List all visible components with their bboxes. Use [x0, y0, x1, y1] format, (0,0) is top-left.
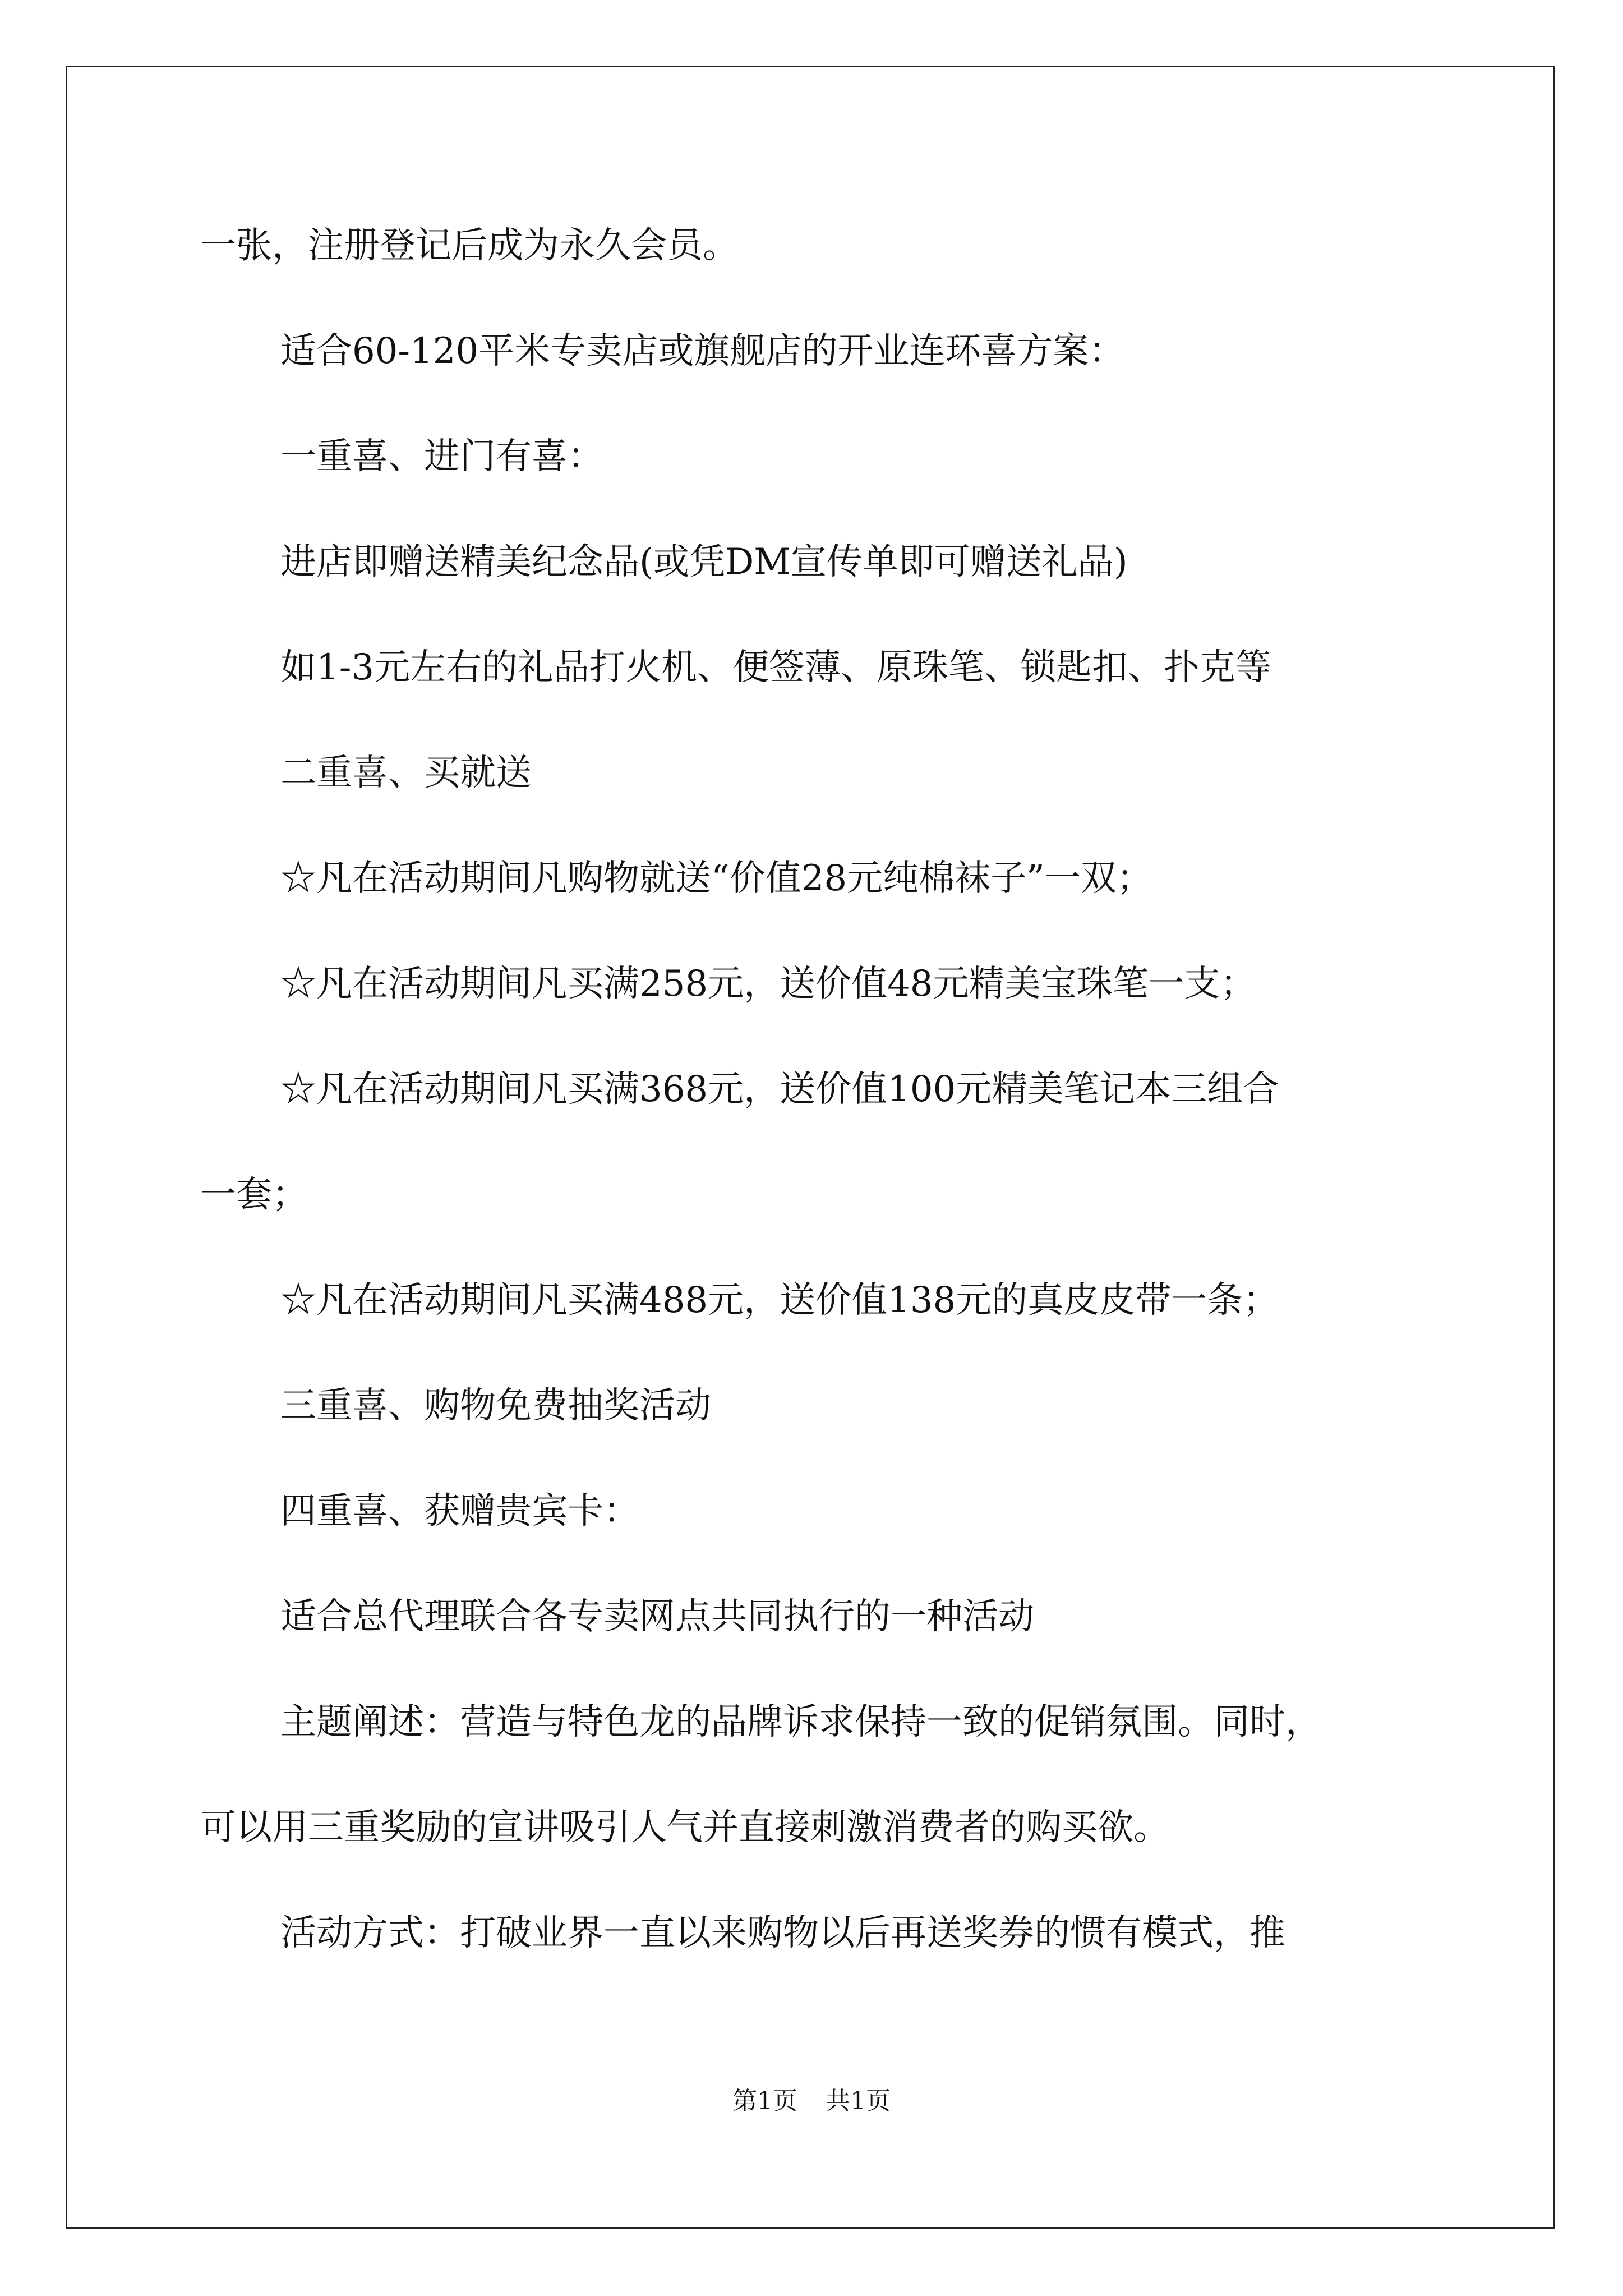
page-border [66, 66, 1555, 2229]
text-line-13: 四重喜、获赠贵宾卡： [280, 1490, 639, 1532]
text-line-11: ☆凡在活动期间凡买满488元，送价值138元的真皮皮带一条； [280, 1280, 1279, 1321]
text-line-4: 进店即赠送精美纪念品(或凭DM宣传单即可赠送礼品) [280, 541, 1128, 583]
text-line-14: 适合总代理联合各专卖网点共同执行的一种活动 [280, 1596, 1034, 1637]
text-line-10: 一套； [200, 1174, 308, 1216]
page-footer [0, 2085, 1623, 2118]
text-line-17: 活动方式：打破业界一直以来购物以后再送奖券的惯有模式，推 [280, 1912, 1285, 1954]
total-pages: 共1页 [826, 2087, 891, 2115]
text-line-6: 二重喜、买就送 [280, 752, 532, 794]
text-line-2: 适合60-120平米专卖店或旗舰店的开业连环喜方案： [280, 330, 1125, 372]
text-line-16: 可以用三重奖励的宣讲吸引人气并直接刺激消费者的购买欲。 [200, 1807, 1169, 1848]
text-line-12: 三重喜、购物免费抽奖活动 [280, 1385, 711, 1427]
text-line-5: 如1-3元左右的礼品打火机、便签薄、原珠笔、锁匙扣、扑克等 [280, 647, 1272, 688]
text-line-8: ☆凡在活动期间凡买满258元，送价值48元精美宝珠笔一支； [280, 963, 1256, 1005]
page-number: 第1页 [732, 2087, 797, 2115]
text-line-1: 一张，注册登记后成为永久会员。 [200, 225, 739, 266]
text-line-9: ☆凡在活动期间凡买满368元，送价值100元精美笔记本三组合 [280, 1069, 1279, 1110]
text-line-15: 主题阐述：营造与特色龙的品牌诉求保持一致的促销氛围。同时， [280, 1701, 1321, 1743]
text-line-7: ☆凡在活动期间凡购物就送“价值28元纯棉袜子”一双； [280, 858, 1152, 899]
text-line-3: 一重喜、进门有喜： [280, 436, 603, 477]
